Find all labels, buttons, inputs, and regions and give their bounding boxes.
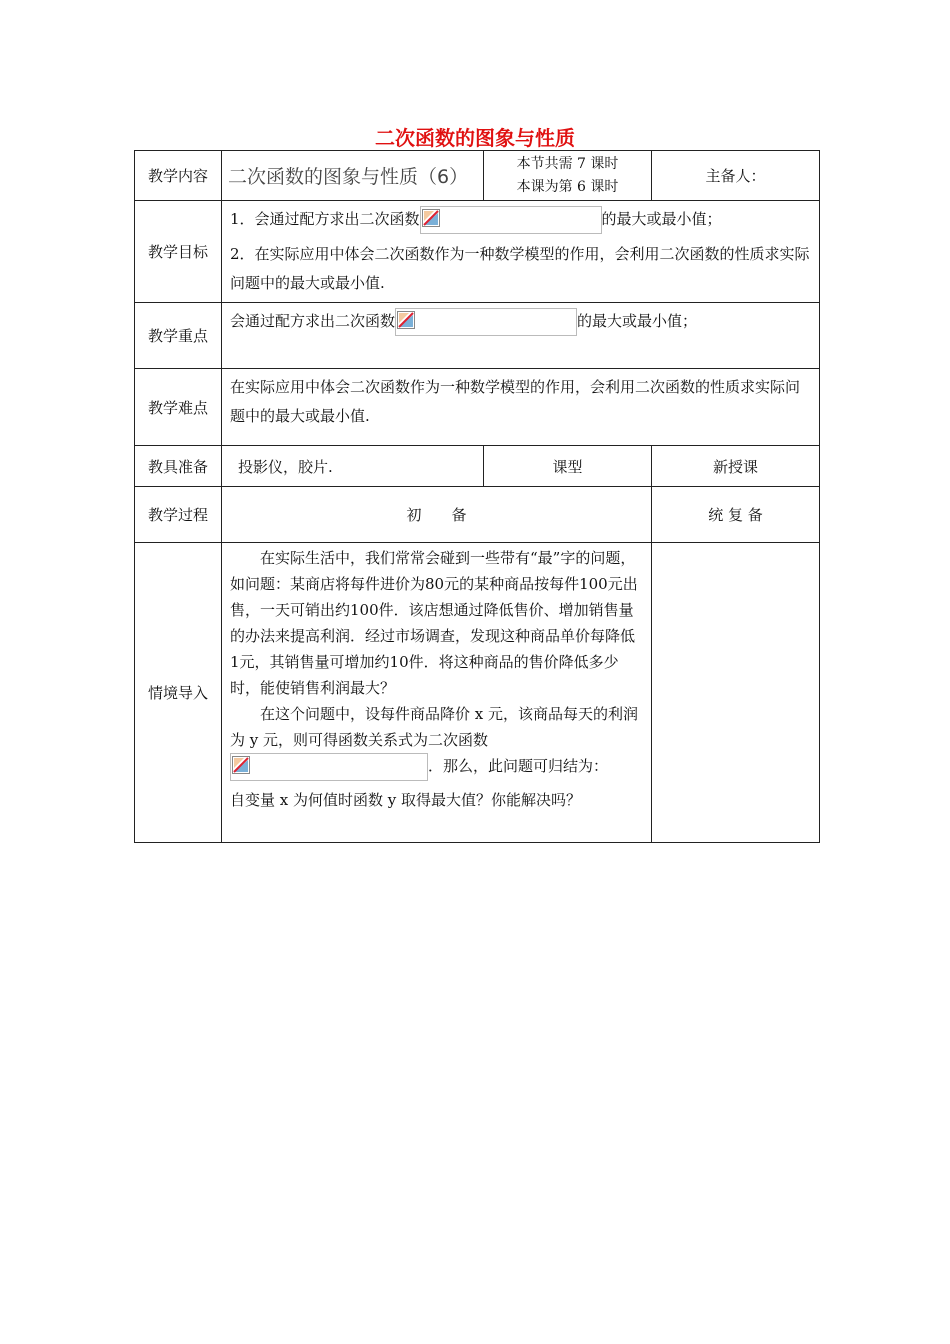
row-teaching-goals — [135, 201, 820, 303]
intro-paragraph-1: 在实际生活中，我们常常会碰到一些带有“最”字的问题，如问题：某商店将每件进价为80元的某种商品按每件100元出售，一天可销出约100件．该店想通过降低售价、增加销售量的办法来提高利润．经过市场调查，发现这种商品单价每降低1元，其销售量可增加约10件．将这种商品的售价降低多少时，能使销售利润最大？ — [230, 549, 638, 697]
label-teaching-goals: 教学目标 — [135, 201, 222, 303]
broken-image-icon — [232, 756, 250, 774]
difficult-points-text: 在实际应用中体会二次函数作为一种数学模型的作用，会利用二次函数的性质求实际问题中的最大或最小值. — [222, 369, 820, 446]
row-teaching-tools — [135, 446, 820, 487]
label-teaching-tools: 教具准备 — [135, 446, 222, 487]
row-difficult-points — [135, 369, 820, 446]
broken-image-icon — [397, 311, 415, 329]
broken-image-icon — [422, 209, 440, 227]
lesson-topic: 二次函数的图象与性质（6） — [222, 151, 484, 201]
goal-1-suffix: 的最大或最小值； — [601, 210, 722, 228]
hours-total: 本节共需 7 课时 — [516, 155, 619, 172]
intro-paragraph-2-suffix: ．那么，此问题可归结为： — [428, 757, 609, 775]
formula-image — [230, 753, 428, 781]
intro-paragraph-2-text: 在这个问题中，设每件商品降价 x 元，该商品每天的利润为 y 元，则可得函数关系式为二次函数 — [230, 705, 638, 749]
lesson-plan-table — [134, 150, 820, 843]
author-cell: 主备人： — [652, 151, 820, 201]
label-key-points: 教学重点 — [135, 303, 222, 369]
formula-image — [420, 206, 602, 234]
label-teaching-content: 教学内容 — [135, 151, 222, 201]
goal-1 — [230, 205, 811, 234]
tools-value: 投影仪，胶片. — [222, 446, 484, 487]
lesson-type-value: 新授课 — [652, 446, 820, 487]
lesson-hours — [484, 151, 652, 201]
label-difficult-points: 教学难点 — [135, 369, 222, 446]
goals-cell — [222, 201, 820, 303]
intro-paragraph-3: 自变量 x 为何值时函数 y 取得最大值？你能解决吗？ — [230, 791, 582, 809]
key-points-suffix: 的最大或最小值； — [577, 312, 698, 330]
key-points-text: 会通过配方求出二次函数 — [230, 312, 396, 330]
review-cell — [652, 543, 820, 843]
formula-image — [395, 308, 577, 336]
row-teaching-process — [135, 487, 820, 543]
goal-2: 2．在实际应用中体会二次函数作为一种数学模型的作用，会利用二次函数的性质求实际问题中的最大或最小值. — [230, 245, 810, 292]
label-situation-intro: 情境导入 — [135, 543, 222, 843]
draft-header: 初 备 — [222, 487, 652, 543]
row-key-points — [135, 303, 820, 369]
intro-content — [222, 543, 652, 843]
row-teaching-content — [135, 151, 820, 201]
label-teaching-process: 教学过程 — [135, 487, 222, 543]
lesson-type-label: 课型 — [484, 446, 652, 487]
document-title: 二次函数的图象与性质 — [375, 126, 575, 150]
review-header: 统 复 备 — [652, 487, 820, 543]
goal-1-text: 1．会通过配方求出二次函数 — [230, 210, 420, 228]
intro-paragraph-2 — [230, 701, 643, 753]
key-points-cell — [222, 303, 820, 369]
row-situation-intro — [135, 543, 820, 843]
intro-formula-line — [230, 753, 643, 781]
hours-current: 本课为第 6 课时 — [516, 178, 619, 195]
